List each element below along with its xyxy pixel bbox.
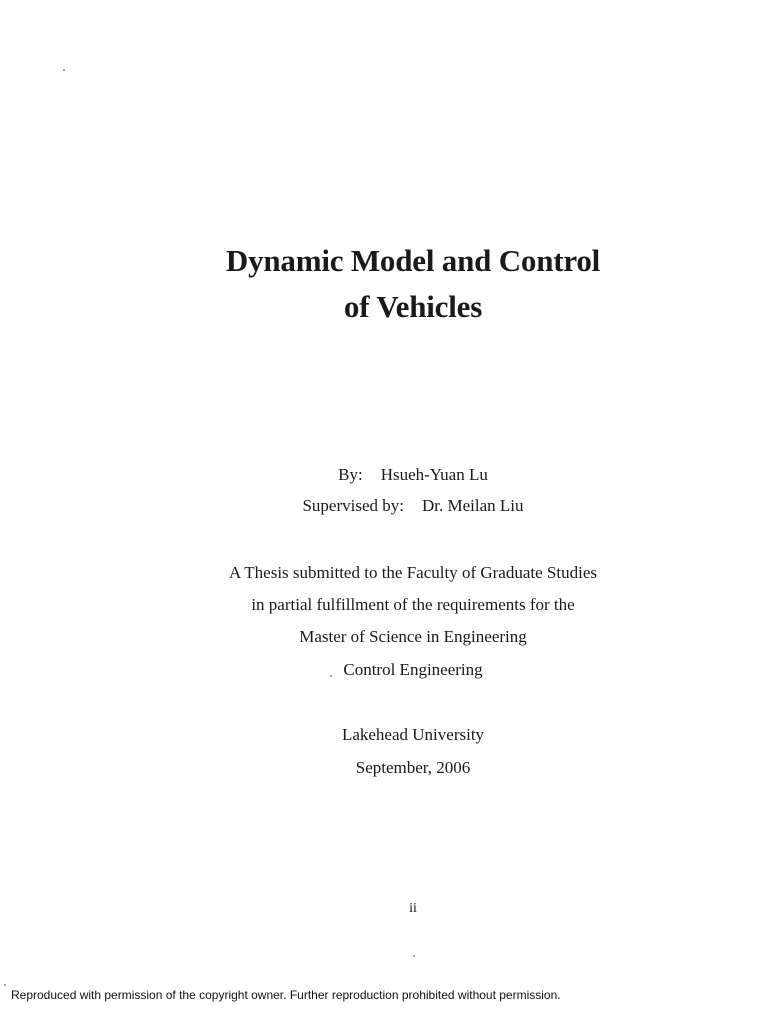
author-label: By:: [338, 465, 363, 484]
supervisor-line: [0, 496, 768, 516]
program-name: Control Engineering: [343, 660, 483, 679]
author-name: Hsueh-Yuan Lu: [380, 465, 488, 484]
degree-name: Master of Science in Engineering: [299, 627, 527, 646]
scan-speck: [63, 69, 65, 71]
scan-speck: [413, 955, 415, 957]
institution-name: Lakehead University: [341, 725, 485, 744]
statement-line-2: in partial fulfillment of the requirements for the: [251, 595, 575, 614]
supervisor-label: Supervised by:: [302, 496, 404, 515]
author-line: [0, 465, 768, 485]
scan-speck: [4, 984, 6, 986]
statement-line-1: A Thesis submitted to the Faculty of Graduate Studies: [229, 563, 597, 582]
supervisor-name: Dr. Meilan Liu: [422, 496, 524, 515]
page-number: ii: [409, 901, 417, 916]
scan-speck: [330, 675, 332, 677]
thesis-title: [0, 238, 768, 330]
thesis-title-line-1: Dynamic Model and Control: [225, 243, 601, 278]
submission-date: September, 2006: [355, 758, 471, 777]
thesis-title-line-2: of Vehicles: [343, 289, 483, 324]
copyright-notice: Reproduced with permission of the copyright owner. Further reproduction prohibited without permission.: [11, 988, 561, 1002]
